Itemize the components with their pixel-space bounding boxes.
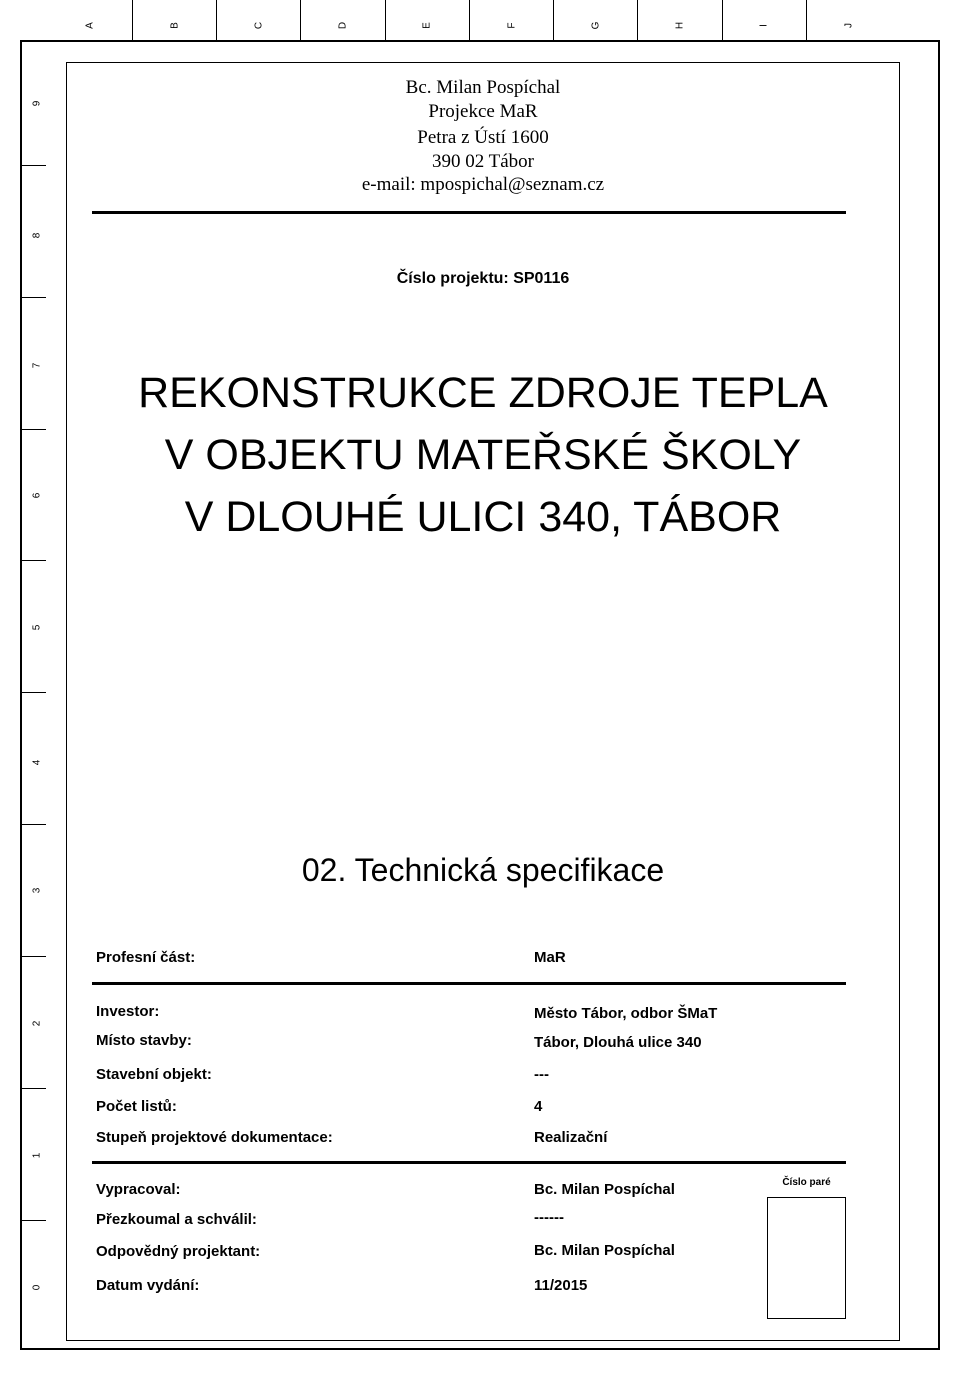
column-letter: H: [674, 21, 686, 30]
email-address: e-mail: mpospichal@seznam.cz: [361, 174, 605, 195]
prepared-by-label: Vypracoval:: [96, 1181, 181, 1198]
row-number: 6: [31, 492, 43, 499]
responsible-designer-label: Odpovědný projektant:: [96, 1243, 261, 1260]
row-number: 9: [31, 100, 43, 107]
title-line-1: REKONSTRUKCE ZDROJE TEPLA: [138, 369, 828, 417]
row-number: 8: [31, 232, 43, 239]
document-title: [66, 362, 900, 548]
document-subtitle: 02. Technická specifikace: [301, 852, 665, 888]
column-letter: J: [843, 23, 855, 28]
column-letter: D: [337, 21, 349, 30]
column-letter: C: [253, 21, 265, 30]
inner-frame: [66, 62, 900, 1341]
row-ruler: [0, 0, 46, 1376]
profession-value: MaR: [534, 949, 566, 966]
column-ruler: [46, 0, 940, 40]
company-name: Projekce MaR: [428, 101, 538, 122]
row-number: 0: [31, 1284, 43, 1291]
row-number: 5: [31, 624, 43, 631]
column-letter: B: [169, 22, 181, 29]
issue-date-label: Datum vydání:: [96, 1277, 200, 1294]
investor-label: Investor:: [96, 1003, 160, 1020]
sheet-count-value: 4: [534, 1098, 543, 1115]
building-object-label: Stavební objekt:: [96, 1066, 212, 1083]
row-number: 2: [31, 1020, 43, 1027]
column-letter: F: [506, 22, 518, 29]
row-number: 1: [31, 1152, 43, 1159]
reviewed-by-value: ------: [534, 1209, 564, 1226]
city-address: 390 02 Tábor: [431, 151, 535, 172]
project-number: Číslo projektu: SP0116: [396, 270, 570, 287]
title-line-3: V DLOUHÉ ULICI 340, TÁBOR: [184, 493, 782, 541]
title-line-2: V OBJEKTU MATEŘSKÉ ŠKOLY: [164, 431, 802, 479]
column-letter: E: [421, 22, 433, 29]
author-name: Bc. Milan Pospíchal: [405, 77, 561, 98]
building-object-value: ---: [534, 1066, 549, 1083]
prepared-by-value: Bc. Milan Pospíchal: [534, 1181, 675, 1198]
reviewed-by-label: Přezkoumal a schválil:: [96, 1211, 257, 1228]
profession-divider: [92, 982, 846, 985]
column-letter: G: [590, 21, 602, 30]
street-address: Petra z Ústí 1600: [417, 127, 549, 148]
copy-number-label: Číslo paré: [782, 1177, 831, 1188]
profession-label: Profesní část:: [96, 949, 196, 966]
details-divider: [92, 1161, 846, 1164]
sheet-count-label: Počet listů:: [96, 1098, 177, 1115]
investor-value: Město Tábor, odbor ŠMaT: [534, 1005, 718, 1022]
row-number: 4: [31, 759, 43, 766]
issue-date-value: 11/2015: [534, 1277, 588, 1294]
header-divider: [92, 211, 846, 214]
responsible-designer-value: Bc. Milan Pospíchal: [534, 1242, 675, 1259]
copy-number-box: [767, 1197, 846, 1319]
doc-stage-value: Realizační: [534, 1129, 608, 1146]
row-number: 3: [31, 887, 43, 894]
doc-stage-label: Stupeň projektové dokumentace:: [96, 1129, 333, 1146]
column-letter: A: [84, 22, 96, 29]
row-number: 7: [31, 362, 43, 369]
column-letter: I: [758, 24, 770, 27]
site-value: Tábor, Dlouhá ulice 340: [534, 1034, 702, 1051]
site-label: Místo stavby:: [96, 1032, 192, 1049]
